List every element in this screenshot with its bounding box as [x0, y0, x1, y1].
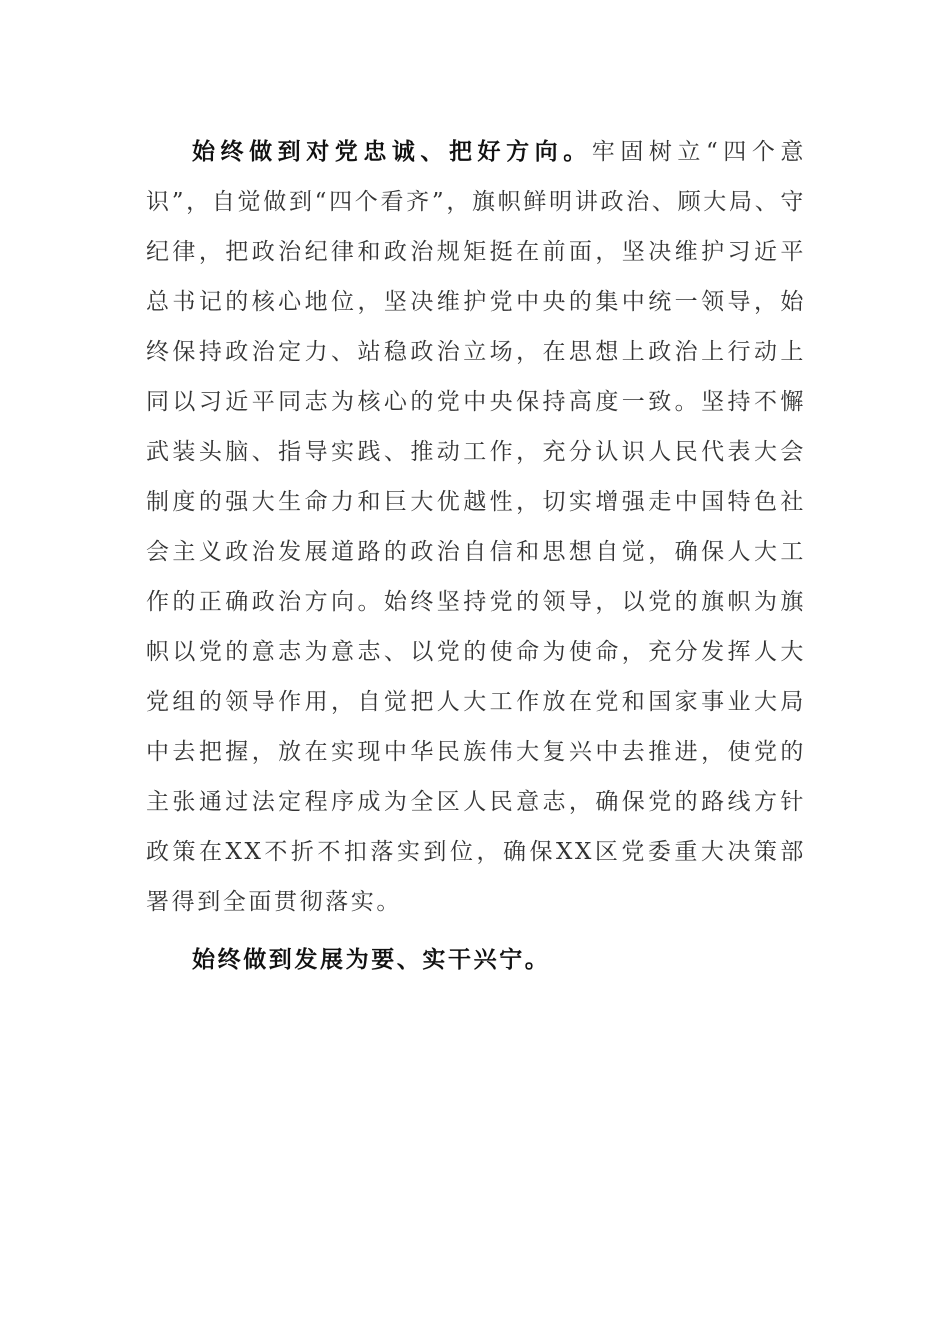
paragraph-development [146, 935, 806, 985]
paragraph-lead: 始终做到发展为要、实干兴宁。 [192, 946, 551, 973]
paragraph-loyalty [146, 127, 806, 927]
paragraph-body: 牢固树立“四个意识”，自觉做到“四个看齐”，旗帜鲜明讲政治、顾大局、守纪律，把政治纪律和政治规矩挺在前面，坚决维护习近平总书记的核心地位，坚决维护党中央的集中统一领导，始终保持政治定力、站稳政治立场，在思想上政治上行动上同以习近平同志为核心的党中央保持高度一致。坚持不懈武装头脑、指导实践、推动工作，充分认识人民代表大会制度的强大生命力和巨大优越性，切实增强走中国特色社会主义政治发展道路的政治自信和思想自觉，确保人大工作的正确政治方向。始终坚持党的领导，以党的旗帜为旗帜以党的意志为意志、以党的使命为使命，充分发挥人大党组的领导作用，自觉把人大工作放在党和国家事业大局中去把握，放在实现中华民族伟大复兴中去推进，使党的主张通过法定程序成为全区人民意志，确保党的路线方针政策在XX不折不扣落实到位，确保XX区党委重大决策部署得到全面贯彻落实。 [146, 139, 807, 915]
paragraph-lead: 始终做到对党忠诚、把好方向。 [192, 138, 592, 165]
